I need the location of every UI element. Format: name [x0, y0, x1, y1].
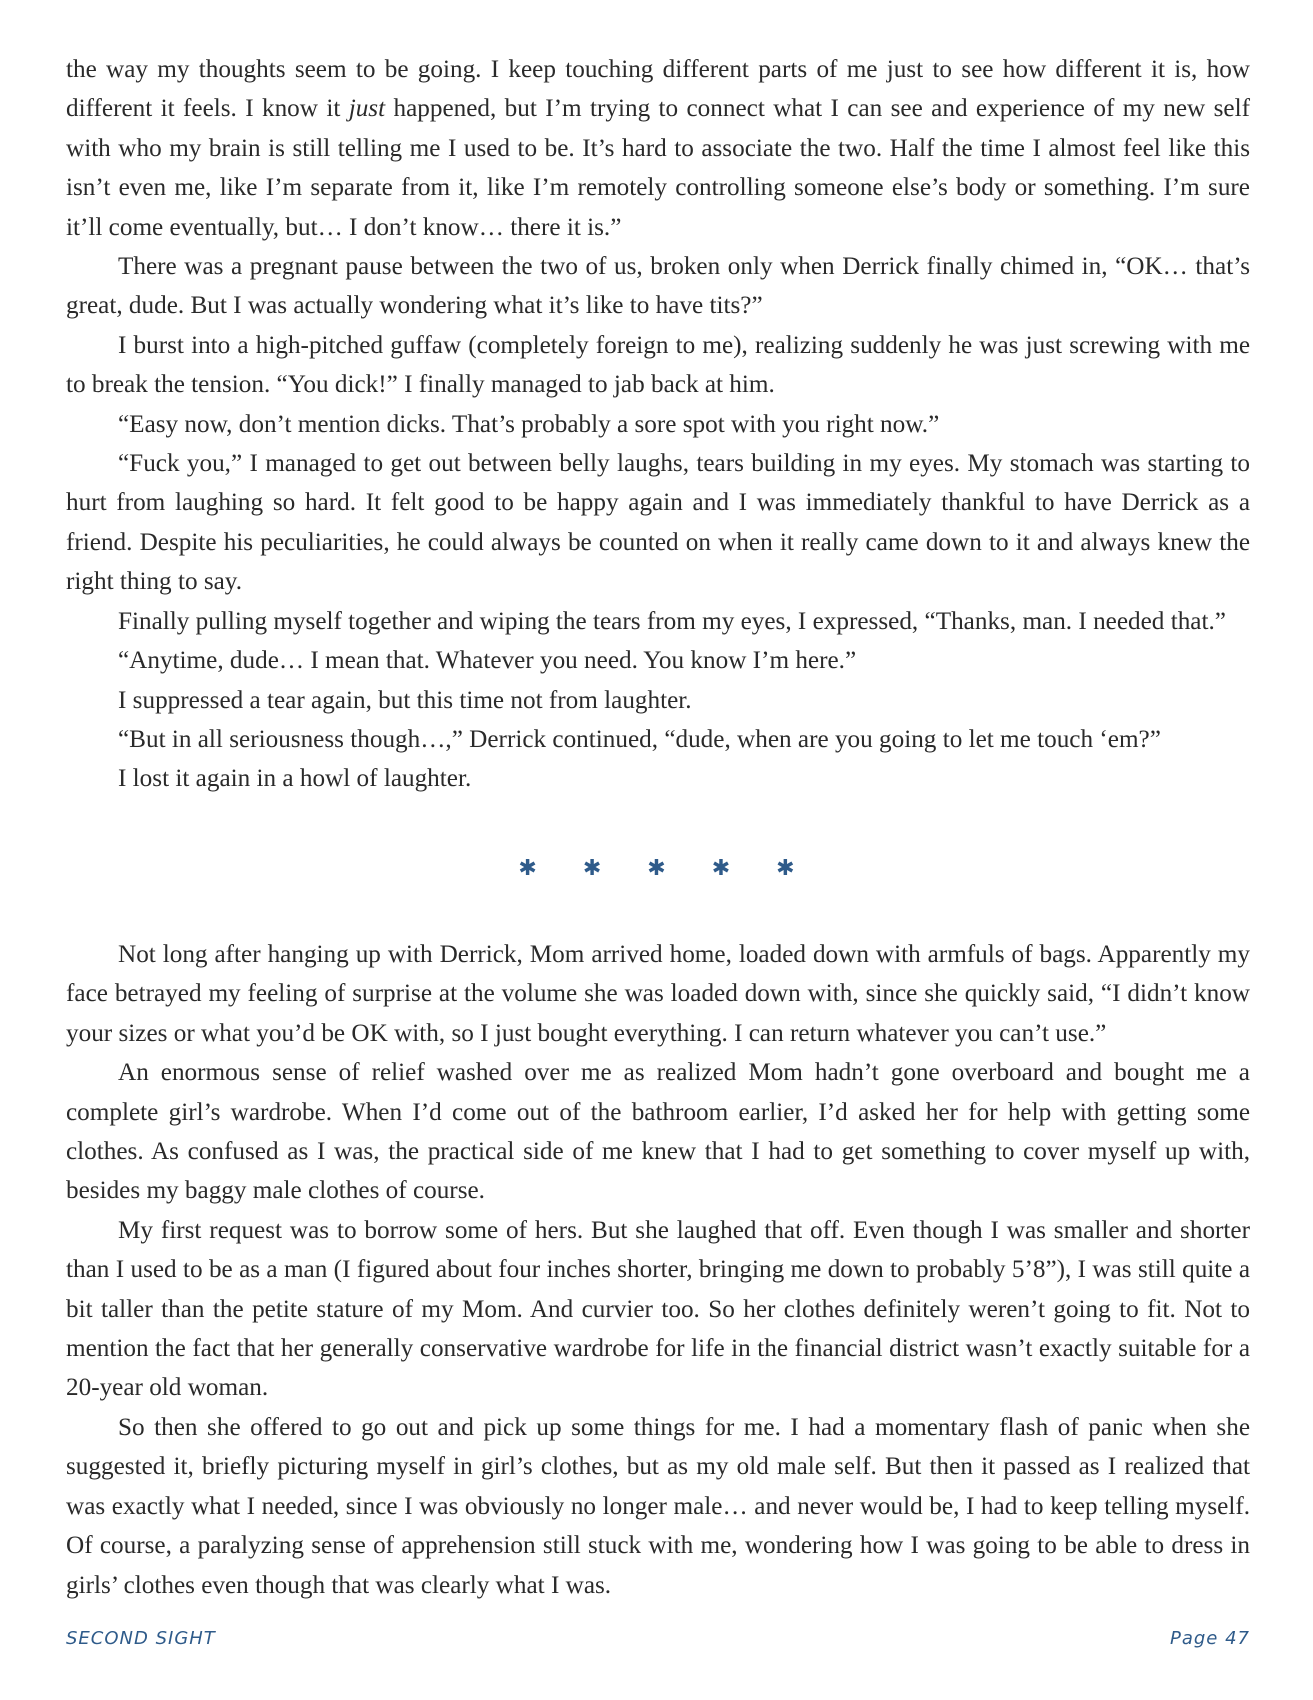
page-number: Page 47 [1169, 1628, 1250, 1649]
paragraph-text: I suppressed a tear again, but this time not from laughter. [118, 686, 692, 714]
body-text-section-2 [66, 935, 1250, 1605]
paragraph-text: “Easy now, don’t mention dicks. That’s probably a sore spot with you right now.” [118, 410, 940, 438]
paragraph [66, 602, 1250, 641]
paragraph-text: “Anytime, dude… I mean that. Whatever you need. You know I’m here.” [118, 647, 857, 675]
paragraph-text: happened, but I’m trying to connect what I can see and experience of my new self with who my brain is still telling me I used to be. It’s hard to associate the two. Half the time I almost feel like this isn’t even me, like I’m separate from it, like I’m remotely controlling someone else’s body or something. I’m sure it’ll come eventually, but… I don’t know… there it is.” [66, 95, 1250, 241]
paragraph [66, 759, 1250, 798]
paragraph [66, 641, 1250, 680]
paragraph [66, 247, 1250, 326]
section-break-stars: ✱✱✱✱✱ [518, 856, 841, 881]
paragraph [66, 681, 1250, 720]
paragraph-text: I burst into a high-pitched guffaw (completely foreign to me), realizing suddenly he was just screwing with me to break the tension. “You dick!” I finally managed to jab back at him. [66, 331, 1250, 399]
paragraph [66, 326, 1250, 405]
paragraph [66, 720, 1250, 759]
paragraph [66, 1053, 1250, 1211]
paragraph-text: the way my thoughts seem to be going. I keep touching different parts of me just to see how different it is, how different it feels. I know it [66, 56, 1250, 123]
running-footer-title: SECOND SIGHT [66, 1628, 216, 1649]
paragraph-text: My first request was to borrow some of hers. But she laughed that off. Even though I was smaller and shorter than I used to be as a man (I figured about four inches shorter, bringing me down to probably 5’8”), I was still quite a bit taller than the petite stature of my Mom. And curvier too. So her clothes definitely weren’t going to fit. Not to mention the fact that her generally conservative wardrobe for life in the financial district wasn’t exactly suitable for a 20-year old woman. [66, 1216, 1250, 1402]
paragraph-text: I lost it again in a howl of laughter. [118, 765, 472, 793]
paragraph-text: Finally pulling myself together and wiping the tears from my eyes, I expressed, “Thanks, man. I needed that.” [118, 607, 1226, 635]
paragraph [66, 444, 1250, 602]
body-text-section-1 [66, 50, 1250, 799]
paragraph [66, 1408, 1250, 1605]
paragraph [66, 50, 1250, 247]
paragraph-text: Not long after hanging up with Derrick, Mom arrived home, loaded down with armfuls of bags. Apparently my face betrayed my feeling of surprise at the volume she was loaded down with, since she quickly said, “I didn’t know your sizes or what you’d be OK with, so I just bought everything. I can return whatever you can’t use.” [66, 941, 1250, 1047]
paragraph [66, 935, 1250, 1053]
emphasis-text: just [348, 95, 386, 123]
paragraph-text: “Fuck you,” I managed to get out between belly laughs, tears building in my eyes. My stomach was starting to hurt from laughing so hard. It felt good to be happy again and I was immediately thankful to have Derrick as a friend. Despite his peculiarities, he could always be counted on when it really came down to it and always knew the right thing to say. [66, 450, 1250, 596]
paragraph-text: There was a pregnant pause between the two of us, broken only when Derrick finally chimed in, “OK… that’s great, dude. But I was actually wondering what it’s like to have tits?” [66, 253, 1250, 320]
paragraph-text: An enormous sense of relief washed over me as realized Mom hadn’t gone overboard and bought me a complete girl’s wardrobe. When I’d come out of the bathroom earlier, I’d asked her for help with getting some clothes. As confused as I was, the practical side of me knew that I had to get something to cover myself up with, besides my baggy male clothes of course. [66, 1059, 1250, 1205]
paragraph [66, 1211, 1250, 1408]
paragraph-text: “But in all seriousness though…,” Derrick continued, “dude, when are you going to let me touch ‘em?” [118, 725, 1161, 753]
paragraph [66, 405, 1250, 444]
paragraph-text: So then she offered to go out and pick up some things for me. I had a momentary flash of panic when she suggested it, briefly picturing myself in girl’s clothes, but as my old male self. But then it passed as I realized that was exactly what I needed, since I was obviously no longer male… and never would be, I had to keep telling myself. Of course, a paralyzing sense of apprehension still stuck with me, wondering how I was going to be able to dress in girls’ clothes even though that was clearly what I was. [66, 1413, 1250, 1599]
